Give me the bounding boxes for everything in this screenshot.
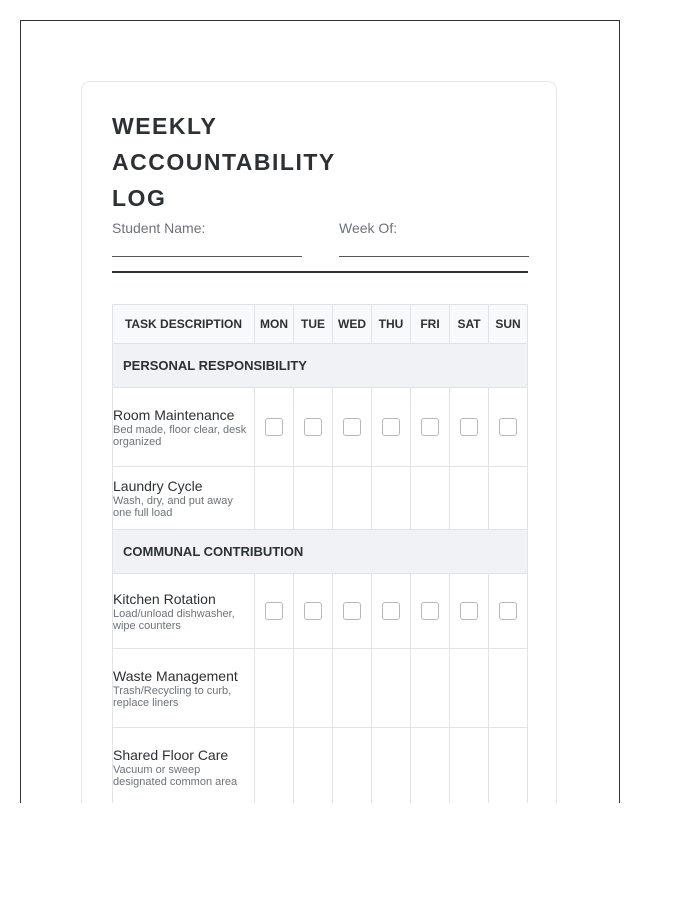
day-cell-sat[interactable] [450, 649, 489, 728]
table-row [113, 388, 528, 467]
student-name-label: Student Name: [112, 220, 206, 236]
task-description: Wash, dry, and put away one full load [113, 494, 233, 519]
task-cell [113, 649, 255, 728]
page-viewport [20, 20, 620, 803]
checkbox-fri[interactable] [421, 418, 439, 436]
day-cell-thu [372, 574, 411, 649]
day-cell-sun[interactable] [489, 728, 528, 804]
day-cell-mon [255, 574, 294, 649]
task-name: Waste Management [113, 667, 238, 684]
checkbox-thu[interactable] [382, 602, 400, 620]
day-cell-wed[interactable] [333, 728, 372, 804]
day-cell-tue [294, 574, 333, 649]
day-cell-fri [411, 388, 450, 467]
day-cell-thu[interactable] [372, 467, 411, 530]
accountability-table [112, 304, 528, 803]
task-name: Room Maintenance [113, 406, 235, 423]
day-cell-fri [411, 574, 450, 649]
header-wed: WED [333, 305, 372, 344]
checkbox-sat[interactable] [460, 418, 478, 436]
checkbox-tue[interactable] [304, 418, 322, 436]
checkbox-sat[interactable] [460, 602, 478, 620]
checkbox-thu[interactable] [382, 418, 400, 436]
checkbox-wed[interactable] [343, 602, 361, 620]
week-of-line[interactable] [339, 256, 529, 257]
day-cell-thu [372, 388, 411, 467]
task-name: Laundry Cycle [113, 477, 203, 494]
table-row [113, 649, 528, 728]
day-cell-wed[interactable] [333, 467, 372, 530]
task-description: Bed made, floor clear, desk organized [113, 423, 247, 448]
day-cell-tue[interactable] [294, 649, 333, 728]
log-card [81, 81, 557, 803]
student-name-field[interactable] [112, 220, 302, 236]
page-title: WEEKLY ACCOUNTABILITY LOG [112, 113, 336, 211]
day-cell-wed [333, 388, 372, 467]
checkbox-mon[interactable] [265, 602, 283, 620]
day-cell-mon[interactable] [255, 649, 294, 728]
day-cell-mon[interactable] [255, 467, 294, 530]
day-cell-tue [294, 388, 333, 467]
day-cell-thu[interactable] [372, 649, 411, 728]
day-cell-tue[interactable] [294, 467, 333, 530]
section-title-personal: PERSONAL RESPONSIBILITY [113, 344, 528, 388]
header-divider [112, 271, 528, 273]
day-cell-thu[interactable] [372, 728, 411, 804]
table-header-row [113, 305, 528, 344]
table-row [113, 467, 528, 530]
header-mon: MON [255, 305, 294, 344]
task-cell [113, 574, 255, 649]
day-cell-sun [489, 574, 528, 649]
task-cell [113, 728, 255, 804]
task-cell [113, 467, 255, 530]
day-cell-sun [489, 388, 528, 467]
header-tue: TUE [294, 305, 333, 344]
day-cell-sun[interactable] [489, 467, 528, 530]
section-row [113, 530, 528, 574]
header-sun: SUN [489, 305, 528, 344]
table-row [113, 574, 528, 649]
checkbox-fri[interactable] [421, 602, 439, 620]
day-cell-sat [450, 388, 489, 467]
header-fri: FRI [411, 305, 450, 344]
header-thu: THU [372, 305, 411, 344]
day-cell-sun[interactable] [489, 649, 528, 728]
day-cell-fri[interactable] [411, 649, 450, 728]
task-description: Trash/Recycling to curb, replace liners [113, 684, 232, 709]
checkbox-wed[interactable] [343, 418, 361, 436]
day-cell-tue[interactable] [294, 728, 333, 804]
section-row [113, 344, 528, 388]
header-sat: SAT [450, 305, 489, 344]
checkbox-tue[interactable] [304, 602, 322, 620]
day-cell-mon[interactable] [255, 728, 294, 804]
week-of-field[interactable] [339, 220, 529, 236]
checkbox-sun[interactable] [499, 602, 517, 620]
day-cell-sat[interactable] [450, 728, 489, 804]
day-cell-mon [255, 388, 294, 467]
checkbox-sun[interactable] [499, 418, 517, 436]
day-cell-fri[interactable] [411, 467, 450, 530]
task-description: Vacuum or sweep designated common area [113, 763, 238, 788]
task-description: Load/unload dishwasher, wipe counters [113, 607, 235, 632]
student-name-line[interactable] [112, 256, 302, 257]
task-cell [113, 388, 255, 467]
checkbox-mon[interactable] [265, 418, 283, 436]
task-name: Shared Floor Care [113, 746, 229, 763]
task-name: Kitchen Rotation [113, 590, 216, 607]
table-row [113, 728, 528, 804]
day-cell-sat[interactable] [450, 467, 489, 530]
day-cell-fri[interactable] [411, 728, 450, 804]
week-of-label: Week Of: [339, 220, 398, 236]
section-title-communal: COMMUNAL CONTRIBUTION [113, 530, 528, 574]
header-task: TASK DESCRIPTION [113, 305, 255, 344]
day-cell-sat [450, 574, 489, 649]
day-cell-wed[interactable] [333, 649, 372, 728]
day-cell-wed [333, 574, 372, 649]
